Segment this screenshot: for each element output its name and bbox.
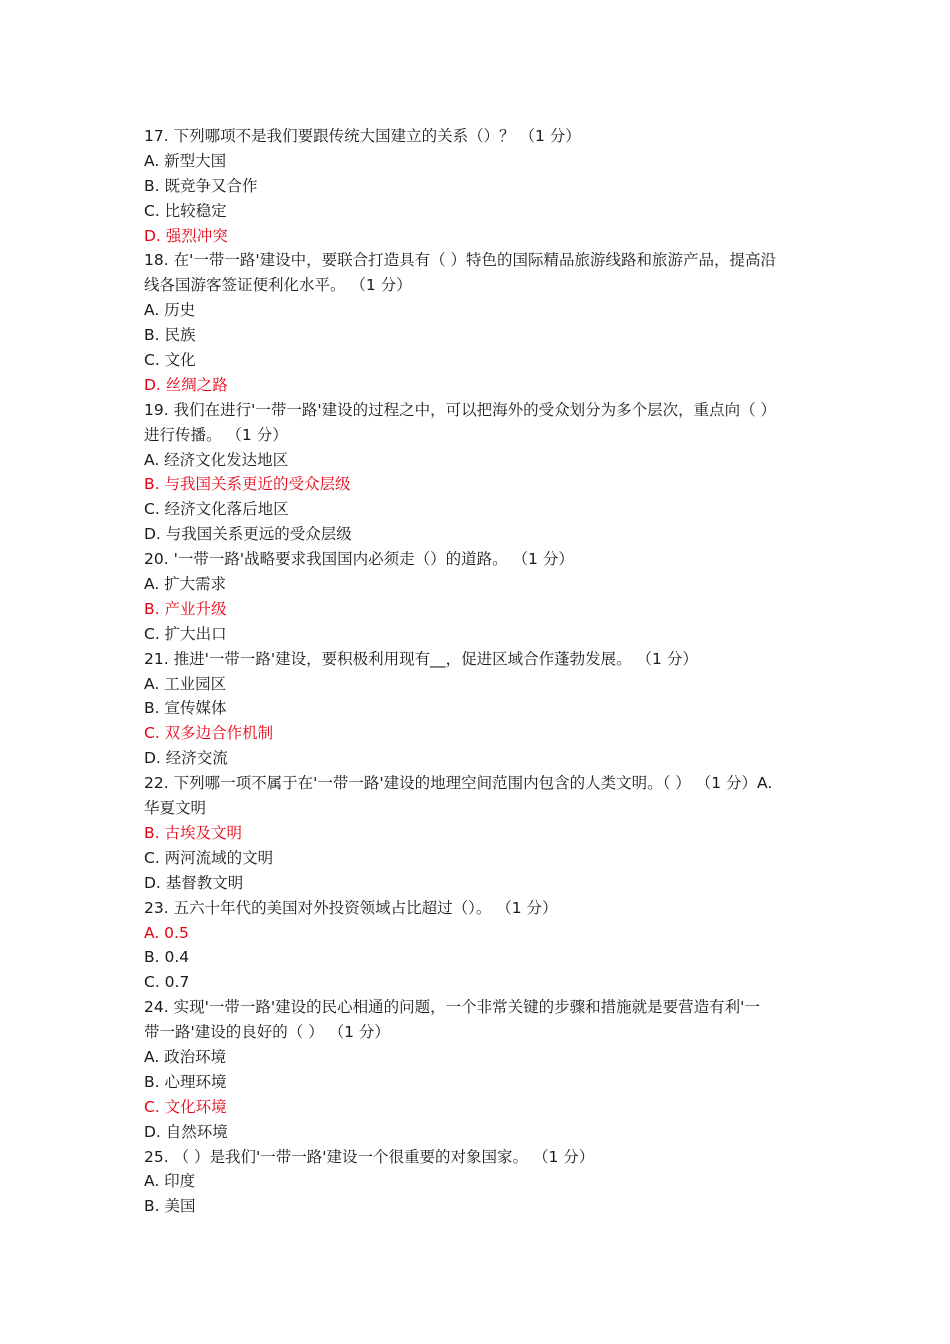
correct-answer-line: D. 强烈冲突 [144, 226, 228, 245]
text-line: 20. '一带一路'战略要求我国国内必须走（）的道路。 （1 分） [144, 550, 574, 569]
text-line: A. 经济文化发达地区 [144, 450, 289, 469]
text-line: 23. 五六十年代的美国对外投资领域占比超过（）。 （1 分） [144, 898, 558, 917]
text-line: 25. （ ）是我们'一带一路'建设一个很重要的对象国家。 （1 分） [144, 1147, 595, 1166]
text-line: 华夏文明 [144, 799, 207, 818]
text-line: 18. 在'一带一路'建设中，要联合打造具有（ ）特色的国际精品旅游线路和旅游产品，提高沿 [144, 251, 777, 270]
text-line: A. 新型大国 [144, 151, 227, 170]
text-line: C. 文化 [144, 351, 196, 370]
text-line: B. 民族 [144, 326, 196, 345]
quiz-page [144, 124, 814, 1219]
text-line: 17. 下列哪项不是我们要跟传统大国建立的关系（）？ （1 分） [144, 127, 581, 145]
text-line: D. 经济交流 [144, 749, 228, 768]
text-line: 进行传播。 （1 分） [144, 425, 288, 444]
correct-answer-line: C. 文化环境 [144, 1097, 227, 1116]
text-line: 线各国游客签证便利化水平。 （1 分） [144, 276, 412, 295]
text-line: B. 美国 [144, 1197, 196, 1216]
text-line: A. 印度 [144, 1172, 196, 1191]
text-line: C. 比较稳定 [144, 201, 227, 220]
correct-answer-line: D. 丝绸之路 [144, 375, 228, 394]
text-line: 带一路'建设的良好的（ ） （1 分） [144, 1023, 390, 1042]
text-line: A. 政治环境 [144, 1047, 227, 1066]
text-line: A. 扩大需求 [144, 575, 227, 594]
correct-answer-line: B. 古埃及文明 [144, 823, 242, 842]
correct-answer-line: B. 与我国关系更近的受众层级 [144, 475, 351, 494]
text-line: C. 0.7 [144, 973, 190, 992]
text-line: C. 经济文化落后地区 [144, 500, 289, 519]
text-line: 24. 实现'一带一路'建设的民心相通的问题，一个非常关键的步骤和措施就是要营造有利'一 [144, 998, 760, 1017]
correct-answer-line: B. 产业升级 [144, 599, 227, 618]
text-line: C. 扩大出口 [144, 624, 227, 643]
correct-answer-line: A. 0.5 [144, 923, 189, 942]
text-line: B. 既竞争又合作 [144, 176, 258, 195]
text-line: C. 两河流域的文明 [144, 848, 274, 867]
correct-answer-line: C. 双多边合作机制 [144, 724, 274, 743]
text-line: 22. 下列哪一项不属于在'一带一路'建设的地理空间范围内包含的人类文明。（ ） （1 分）A. [144, 774, 773, 793]
text-line: 19. 我们在进行'一带一路'建设的过程之中，可以把海外的受众划分为多个层次，重点向（ ） [144, 400, 777, 419]
text-line: A. 历史 [144, 301, 196, 320]
text-line: D. 与我国关系更远的受众层级 [144, 525, 352, 544]
text-line: B. 0.4 [144, 948, 190, 967]
text-line: 21. 推进'一带一路'建设，要积极利用现有__，促进区域合作蓬勃发展。 （1 分） [144, 649, 698, 668]
text-line: D. 自然环境 [144, 1122, 228, 1141]
text-line: D. 基督教文明 [144, 873, 244, 892]
text-line: B. 宣传媒体 [144, 699, 227, 718]
text-line: A. 工业园区 [144, 674, 227, 693]
text-line: B. 心理环境 [144, 1072, 227, 1091]
